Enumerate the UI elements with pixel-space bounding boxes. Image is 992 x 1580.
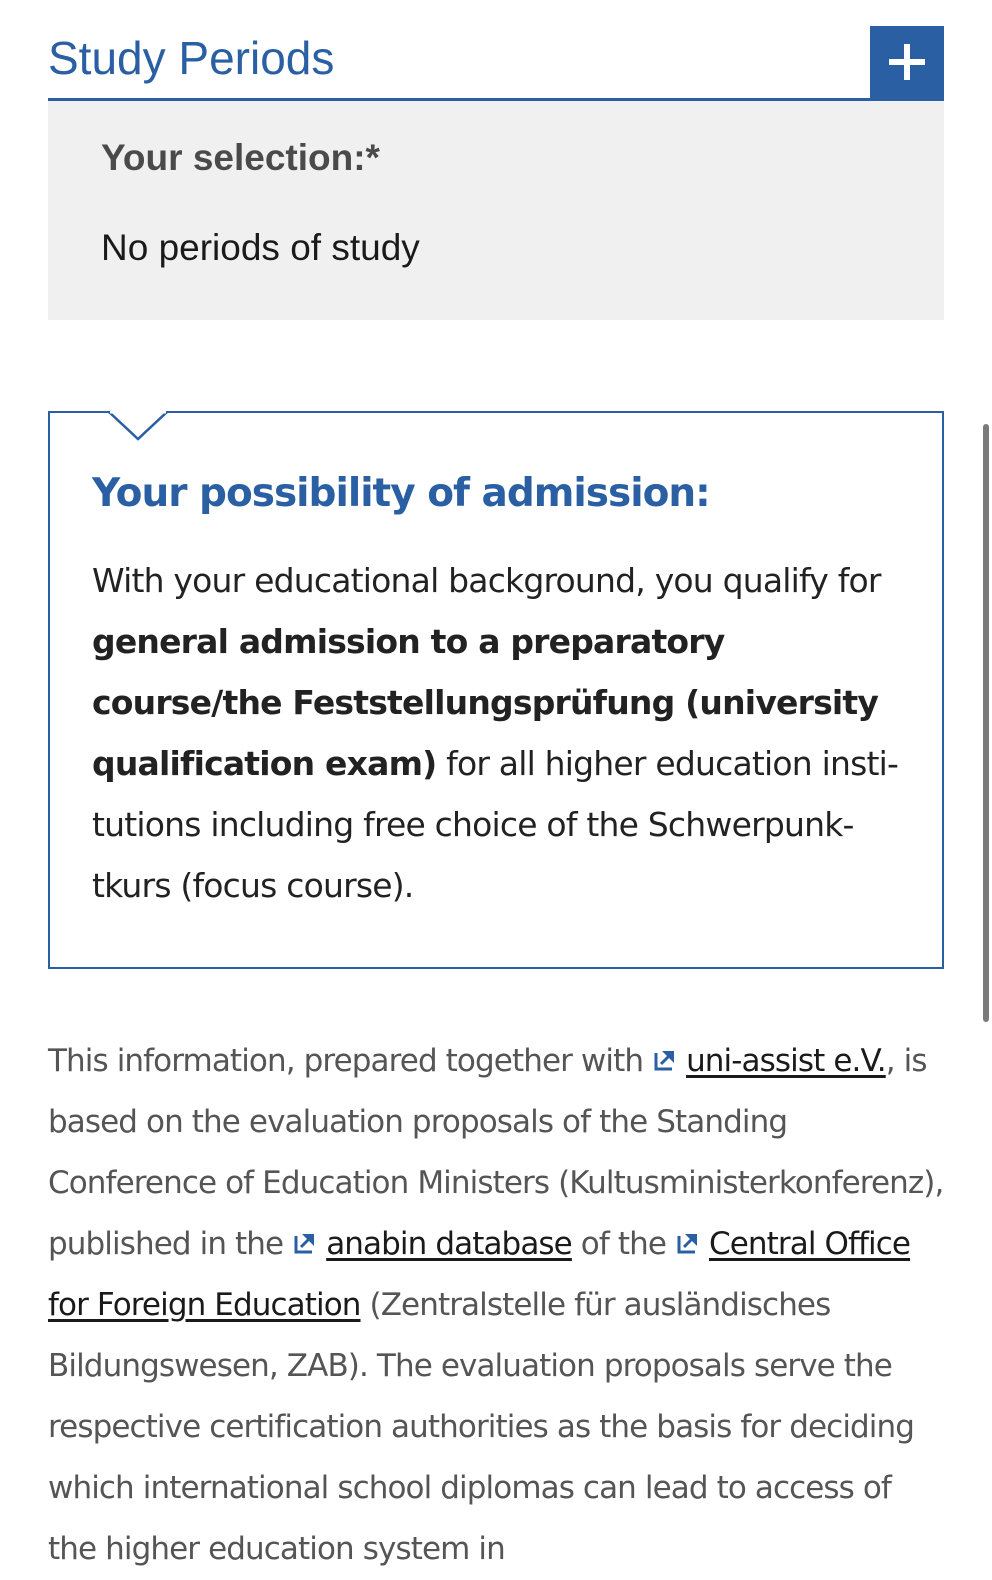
admission-text-part: for all higher education institutions including free choice of the Schwerpunktkurs (focus course). <box>92 744 899 905</box>
info-paragraph <box>48 1031 948 1580</box>
study-periods-title: Study Periods <box>48 32 335 84</box>
external-link-icon <box>675 1230 701 1256</box>
external-link-icon <box>292 1230 318 1256</box>
callout-notch-icon <box>108 411 168 443</box>
admission-text-part: With your educational background, you qualify for <box>92 561 881 600</box>
external-link-icon <box>652 1047 678 1073</box>
admission-text-bold: general admission to a preparatory course/the Feststellungsprüfung (university qualification exam) <box>92 622 879 783</box>
admission-title: Your possibility of admission: <box>92 471 710 516</box>
info-text-part: (Zentralstelle für ausländisches Bildungswesen, ZAB). The evaluation proposals serve the respective certification authorities as the basis for deciding which international school diplomas can lead to access of the higher education system in <box>48 1287 915 1567</box>
scrollbar[interactable] <box>983 424 989 1022</box>
info-text-part: This information, prepared together with <box>48 1043 653 1079</box>
study-periods-header <box>48 26 944 101</box>
anabin-database-link[interactable]: anabin database <box>326 1226 572 1262</box>
selection-value: No periods of study <box>101 227 420 268</box>
uni-assist-link[interactable]: uni-assist e.V. <box>686 1043 886 1079</box>
selection-panel <box>48 101 944 320</box>
info-text-part: , is based on the evaluation proposals of the Standing Conference of Education Ministers (Kultusministerkonferenz), published in the <box>48 1043 944 1262</box>
add-study-period-button[interactable] <box>870 26 944 98</box>
plus-icon <box>887 42 927 82</box>
central-office-link[interactable]: Central Office for Foreign Education <box>48 1226 911 1323</box>
selection-label: Your selection:* <box>101 137 380 178</box>
admission-description <box>92 550 912 916</box>
admission-result-box <box>48 411 944 969</box>
info-text-part: of the <box>571 1226 675 1262</box>
